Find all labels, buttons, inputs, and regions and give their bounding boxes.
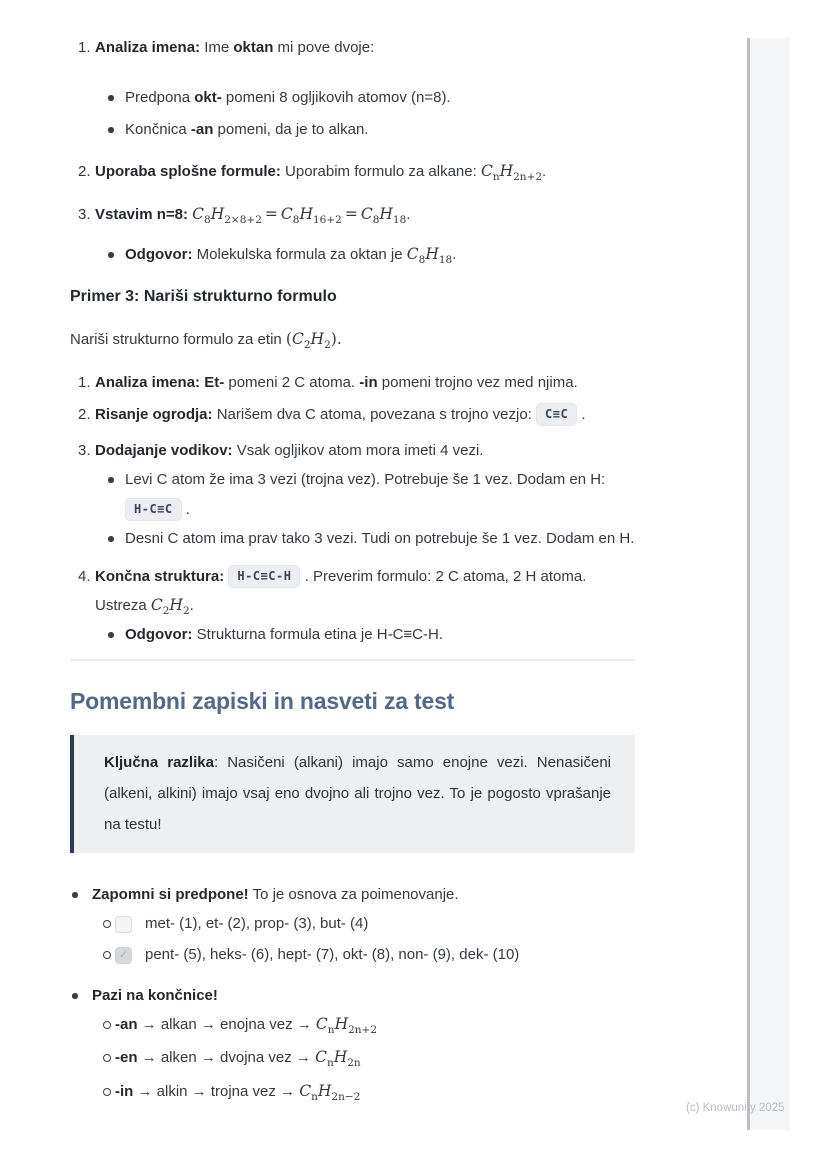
checkbox-list-item: [70, 940, 635, 969]
checkbox-label: pent- (5), heks- (6), hept- (7), okt- (8), non- (9), dek- (10): [145, 946, 520, 963]
circle-bullet-icon: [103, 1043, 115, 1062]
ordered-list-item: 3. Dodajanje vodikov: Vsak ogljikov atom mora imeti 4 vezi.: [70, 436, 635, 465]
bullet-item: Odgovor: Molekulska formula za oktan je $C_8H_{18}$.: [70, 240, 635, 269]
checkbox-list-item: [70, 909, 635, 938]
list-number: 1.: [78, 39, 91, 56]
bullet-icon: [72, 880, 92, 898]
bullet-icon: [108, 115, 125, 133]
bullet-icon: [108, 240, 125, 258]
sub-bullet-item: -en → alken → dvojna vez → $C_nH_{2n}$: [70, 1043, 635, 1072]
page-divider-line: [747, 38, 750, 1130]
section-heading: Pomembni zapiski in nasveti za test: [70, 688, 455, 714]
bullet-icon: [72, 981, 92, 999]
paragraph: Nariši strukturno formulo za etin $(C_2H_2)$.: [70, 330, 342, 352]
math-formula: $(C_2H_2)$.: [285, 330, 342, 352]
list-number: 3.: [78, 442, 91, 459]
sub-bullet-item: -an → alkan → enojna vez → $C_nH_{2n+2}$: [70, 1010, 635, 1039]
ordered-list-item: 2. Risanje ogrodja: Narišem dva C atoma, povezana s trojno vezjo: C≡C .: [70, 400, 635, 429]
bullet-item: Končnica -an pomeni, da je to alkan.: [70, 115, 635, 144]
item-lead: Analiza imena:: [95, 39, 201, 56]
inline-code-chip: H-C≡C: [125, 498, 182, 521]
next-page-edge: [751, 38, 790, 1130]
bullet-icon: [108, 83, 125, 101]
check-icon: ✓: [118, 949, 129, 961]
bullet-item: Levi C atom že ima 3 vezi (trojna vez). Potrebuje še 1 vez. Dodam en H: H-C≡C .: [70, 465, 635, 524]
math-formula: $C_nH_{2n+2}$: [480, 162, 543, 184]
callout-box: Ključna razlika: Nasičeni (alkani) imajo samo enojne vezi. Nenasičeni (alkeni, alkini) imajo vsaj eno dvojno ali trojno vez. To je pogosto vprašanje na testu!: [70, 735, 635, 853]
bullet-item: Odgovor: Strukturna formula etina je H-C≡C-H.: [70, 620, 635, 649]
math-formula: $C_nH_{2n}$: [315, 1048, 361, 1070]
checkbox-label: met- (1), et- (2), prop- (3), but- (4): [145, 915, 369, 932]
math-formula: $C_2H_2$: [150, 596, 190, 618]
ordered-list-item: 2. Uporaba splošne formule: Uporabim formulo za alkane: $C_nH_{2n+2}$.: [70, 157, 635, 186]
bullet-icon: [108, 620, 125, 638]
watermark: (c) Knowunity 2025: [686, 1102, 785, 1114]
ordered-list-item: 1. Analiza imena: Et- pomeni 2 C atoma. -in pomeni trojno vez med njima.: [70, 368, 635, 397]
circle-bullet-icon: [103, 909, 115, 928]
math-formula: $C_nH_{2n+2}$: [315, 1015, 378, 1037]
ordered-list-item: 3. Vstavim n=8: $C_8H_{2\times 8+2} = C_8H_{16+2} = C_8H_{18}$.: [70, 200, 635, 229]
bullet-icon: [108, 465, 125, 483]
list-number: 2.: [78, 163, 91, 180]
ordered-list-item: 1. Analiza imena: Ime oktan mi pove dvoje:: [70, 33, 635, 62]
sub-bullet-item: -in → alkin → trojna vez → $C_nH_{2n-2}$: [70, 1077, 635, 1106]
subsection-heading: Primer 3: Nariši strukturno formulo: [70, 288, 337, 305]
inline-code-chip: C≡C: [536, 403, 577, 426]
math-formula: $C_nH_{2n-2}$: [299, 1082, 361, 1104]
bullet-icon: [108, 524, 125, 542]
list-number: 2.: [78, 406, 91, 423]
circle-bullet-icon: [103, 1010, 115, 1029]
section-divider: [70, 659, 635, 661]
bullet-item: Zapomni si predpone! To je osnova za poimenovanje.: [70, 880, 635, 909]
bullet-item: Predpona okt- pomeni 8 ogljikovih atomov (n=8).: [70, 83, 635, 112]
document-content: [70, 33, 635, 1106]
checkbox-unchecked[interactable]: [115, 916, 132, 933]
circle-bullet-icon: [103, 1077, 115, 1096]
list-number: 4.: [78, 568, 91, 585]
ordered-list-item: 4. Končna struktura: H-C≡C-H . Preverim formulo: 2 C atoma, 2 H atoma. Ustreza $C_2H_2$.: [70, 562, 635, 620]
bullet-item: Pazi na končnice!: [70, 981, 635, 1010]
bullet-item: Desni C atom ima prav tako 3 vezi. Tudi on potrebuje še 1 vez. Dodam en H.: [70, 524, 635, 553]
math-formula: $C_8H_{18}$: [406, 245, 453, 267]
list-number: 3.: [78, 206, 91, 223]
inline-code-chip: H-C≡C-H: [228, 565, 300, 588]
checkbox-checked[interactable]: [115, 947, 132, 964]
math-formula: $C_8H_{2\times 8+2} = C_8H_{16+2} = C_8H_{18}$: [192, 205, 407, 227]
circle-bullet-icon: [103, 940, 115, 959]
list-number: 1.: [78, 374, 91, 391]
